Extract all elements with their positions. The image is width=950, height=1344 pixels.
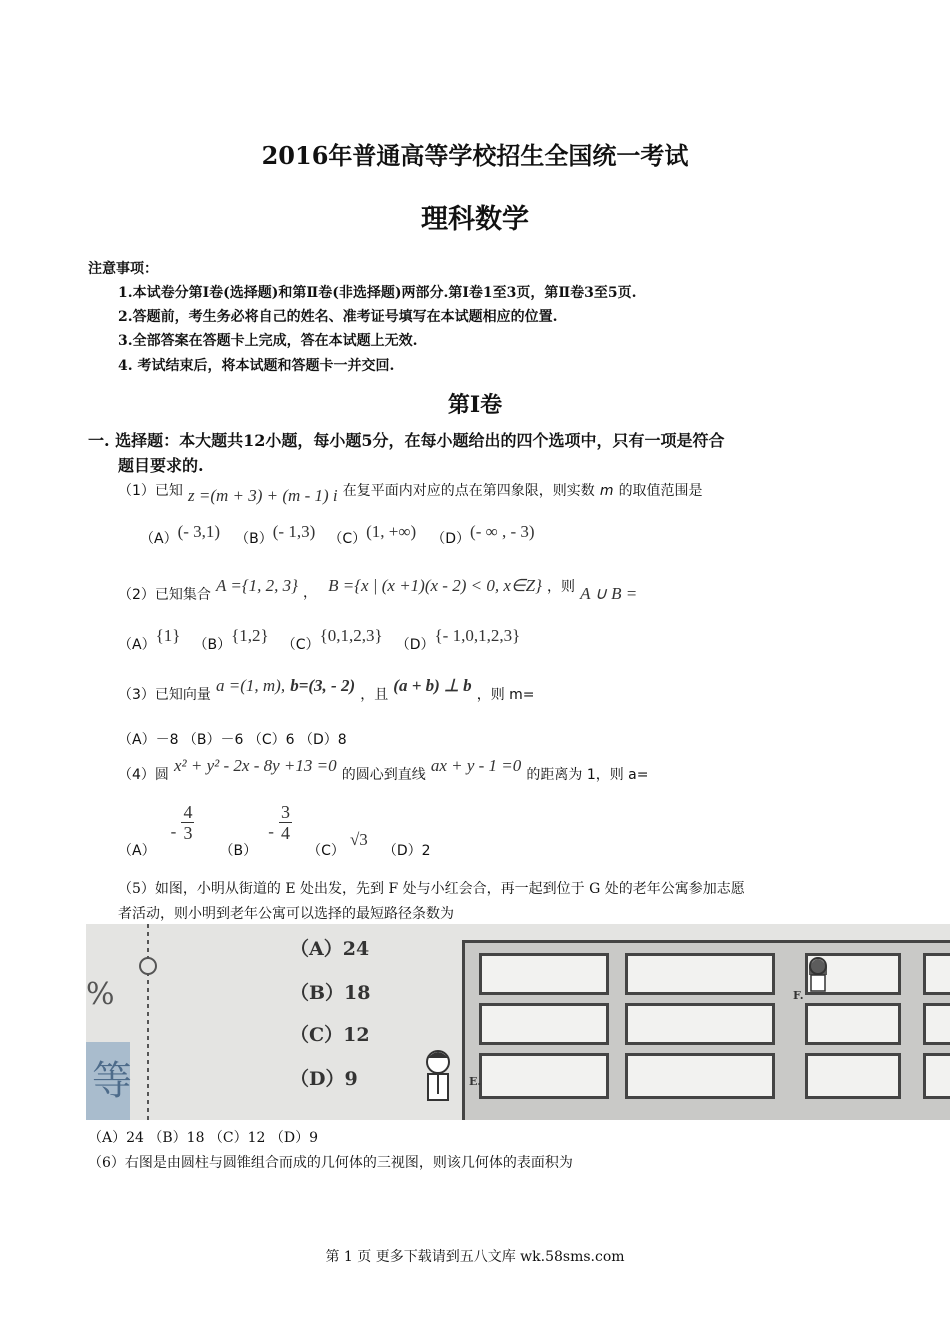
question-1: （1）已知 z =(m + 3) + (m - 1) i 在复平面内对应的点在第四象限，则实数 m 的取值范围是: [118, 483, 703, 505]
part-heading: 一. 选择题：本大题共12小题，每小题5分，在每小题给出的四个选项中，只有一项是符合: [88, 431, 725, 450]
q3-vector-a: a =(1, m),: [216, 676, 286, 695]
q4-frac-a: $\frac{4}{3}$: [183, 802, 193, 843]
street-map-photo: [86, 924, 950, 1120]
street-grid: [462, 940, 950, 1120]
photo-option: （A）24: [290, 938, 370, 960]
grid-block: [479, 953, 609, 995]
part-heading-cont: 题目要求的.: [118, 456, 204, 475]
note-item: 2.答题前，考生务必将自己的姓名、准考证号填写在本试题相应的位置.: [118, 309, 558, 325]
label-e: E.: [469, 1075, 482, 1088]
question-5-cont: 者活动，则小明到老年公寓可以选择的最短路径条数为: [118, 906, 454, 922]
question-4: （4）圆 x² + y² - 2x - 8y +13 =0 的圆心到直线 ax + y - 1 =0 的距离为 1，则 a=: [118, 756, 649, 783]
q5-options: （A）24 （B）18 （C）12 （D）9: [88, 1130, 319, 1146]
photo-option: （B）18: [290, 982, 371, 1004]
photo-option: （C）12: [290, 1024, 370, 1046]
grid-block: [805, 1053, 901, 1099]
grid-block: [625, 1053, 775, 1099]
question-2: （2）已知集合 A ={1, 2, 3} ， B ={x | (x +1)(x - 2) < 0, x∈Z} ，则 A ∪ B =: [118, 576, 638, 603]
q4-options: （A） - $\frac{4}{3}$ （B） - $\frac{3}{4}$ （C） √3 （D）2: [118, 802, 431, 859]
q4-line-eq: ax + y - 1 =0: [430, 756, 522, 775]
question-6: （6）右图是由圆柱与圆锥组合而成的几何体的三视图，则该几何体的表面积为: [88, 1155, 573, 1171]
exam-title: 2016年普通高等学校招生全国统一考试: [261, 141, 689, 170]
page-footer: 第 1 页 更多下载请到五八文库 wk.58sms.com: [325, 1249, 625, 1265]
grid-block: [923, 953, 950, 995]
grid-block: [479, 1003, 609, 1045]
label-f: F.: [793, 989, 804, 1002]
q2-ask: A ∪ B =: [580, 584, 638, 603]
q4-sqrt: √3: [349, 830, 368, 849]
grid-block: [479, 1053, 609, 1099]
exam-subject: 理科数学: [421, 204, 529, 235]
q2-set-b: B ={x | (x +1)(x - 2) < 0, x∈Z}: [328, 576, 542, 595]
question-3: （3）已知向量 a =(1, m), b=(3, - 2) ，且 (a + b) ⊥ b ，则 m=: [118, 676, 535, 703]
grid-block: [805, 1003, 901, 1045]
boy-figure-icon: [422, 1048, 454, 1108]
notes-heading: 注意事项：: [88, 261, 158, 277]
grid-block: [923, 1053, 950, 1099]
q1-options: （A）(- 3,1) （B）(- 1,3) （C）(1, +∞) （D）(- ∞ , - 3): [140, 522, 535, 547]
q3-vector-b: b=(3, - 2): [290, 676, 356, 695]
q3-options: （A）－8 （B）－6 （C）6 （D）8: [118, 732, 347, 748]
grid-block: [625, 953, 775, 995]
photo-option: （D）9: [290, 1068, 358, 1090]
note-item: 1.本试卷分第Ⅰ卷(选择题)和第Ⅱ卷(非选择题)两部分.第Ⅰ卷1至3页，第Ⅱ卷3至5页.: [118, 285, 637, 301]
note-item: 3.全部答案在答题卡上完成，答在本试题上无效.: [118, 333, 418, 349]
note-item: 4. 考试结束后，将本试题和答题卡一并交回.: [118, 358, 395, 374]
q2-set-a: A ={1, 2, 3}: [216, 576, 298, 595]
q4-circle-eq: x² + y² - 2x - 8y +13 =0: [174, 756, 337, 775]
grid-block: [625, 1003, 775, 1045]
section-title: 第Ⅰ卷: [447, 392, 503, 418]
q1-formula: z =(m + 3) + (m - 1) i: [188, 486, 338, 505]
grid-block: [923, 1003, 950, 1045]
q2-options: （A）{1} （B）{1,2} （C）{0,1,2,3} （D）{- 1,0,1,2,3}: [118, 626, 521, 653]
girl-figure-icon: [805, 955, 831, 993]
svg-text:等: 等: [92, 1058, 132, 1104]
question-5: （5）如图，小明从街道的 E 处出发，先到 F 处与小红会合，再一起到位于 G 处的老年公寓参加志愿: [118, 881, 745, 897]
q4-frac-b: $\frac{3}{4}$: [281, 802, 290, 843]
q3-condition: (a + b) ⊥ b: [393, 676, 472, 695]
svg-text:%: %: [86, 977, 115, 1012]
